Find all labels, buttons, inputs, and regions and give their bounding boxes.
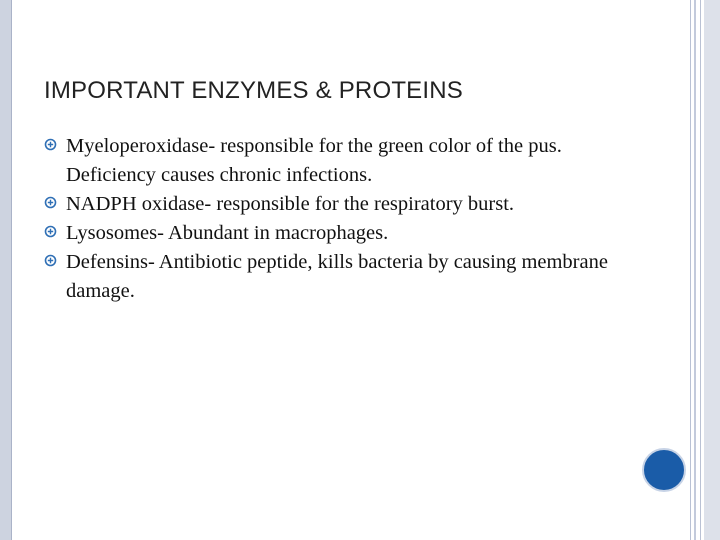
bullet-item-lysosomes bbox=[44, 219, 644, 248]
circle-badge-icon bbox=[642, 448, 686, 492]
bullet-list bbox=[44, 132, 644, 306]
bullet-text: Lysosomes- Abundant in macrophages. bbox=[66, 222, 389, 244]
ring-bullet-icon bbox=[44, 254, 57, 267]
right-frame-bar bbox=[704, 0, 720, 540]
bullet-item-defensins bbox=[44, 248, 644, 306]
bullet-text: Myeloperoxidase- responsible for the green color of the pus. Deficiency causes chronic infections. bbox=[66, 135, 562, 186]
bullet-text: NADPH oxidase- responsible for the respiratory burst. bbox=[66, 193, 515, 215]
left-frame-line bbox=[11, 0, 12, 540]
right-frame-line-1 bbox=[690, 0, 691, 540]
right-frame-line-2 bbox=[694, 0, 696, 540]
ring-bullet-icon bbox=[44, 225, 57, 238]
left-frame-bar bbox=[0, 0, 11, 540]
bullet-text: Defensins- Antibiotic peptide, kills bacteria by causing membrane damage. bbox=[66, 251, 608, 302]
right-frame-line-3 bbox=[700, 0, 701, 540]
bullet-item-nadph-oxidase bbox=[44, 190, 644, 219]
slide-title: IMPORTANT ENZYMES & PROTEINS bbox=[44, 77, 463, 104]
bullet-item-myeloperoxidase bbox=[44, 132, 644, 190]
ring-bullet-icon bbox=[44, 138, 57, 151]
ring-bullet-icon bbox=[44, 196, 57, 209]
